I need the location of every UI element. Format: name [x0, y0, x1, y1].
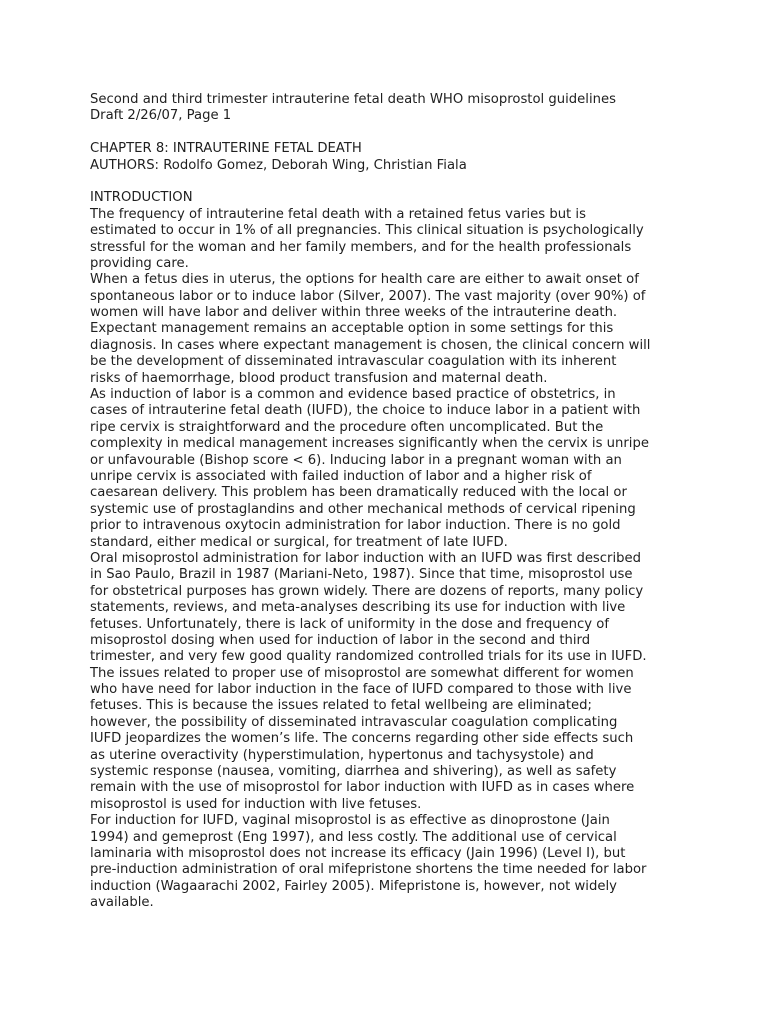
body-line: stressful for the woman and her family members, and for the health professionals: [90, 239, 632, 255]
body-line: systemic use of prostaglandins and other mechanical methods of cervical ripening: [90, 501, 636, 517]
spacer: [90, 125, 690, 141]
document-page: [90, 92, 690, 912]
body-line: risks of haemorrhage, blood product transfusion and maternal death.: [90, 370, 548, 386]
body-line: women will have labor and deliver within three weeks of the intrauterine death.: [90, 305, 618, 321]
body-line: systemic response (nausea, vomiting, diarrhea and shivering), as well as safety: [90, 764, 617, 780]
body-line: 1994) and gemeprost (Eng 1997), and less costly. The additional use of cervical: [90, 829, 617, 845]
body-line: complexity in medical management increases significantly when the cervix is unripe: [90, 436, 649, 452]
body-line: for obstetrical purposes has grown widely. There are dozens of reports, many policy: [90, 583, 644, 599]
body-line: As induction of labor is a common and evidence based practice of obstetrics, in: [90, 387, 616, 403]
body-line: in Sao Paulo, Brazil in 1987 (Mariani-Neto, 1987). Since that time, misoprostol use: [90, 567, 633, 583]
body-line: ripe cervix is straightforward and the procedure often uncomplicated. But the: [90, 419, 604, 435]
body-line: Oral misoprostol administration for labor induction with an IUFD was first described: [90, 550, 641, 566]
body-line: be the development of disseminated intravascular coagulation with its inherent: [90, 354, 617, 370]
body-line: available.: [90, 895, 154, 911]
chapter-authors: AUTHORS: Rodolfo Gomez, Deborah Wing, Christian Fiala: [90, 157, 467, 173]
body-line: estimated to occur in 1% of all pregnancies. This clinical situation is psychologically: [90, 223, 644, 239]
draft-info: Draft 2/26/07, Page 1: [90, 108, 232, 124]
document-title: Second and third trimester intrauterine fetal death WHO misoprostol guidelines: [90, 92, 616, 107]
body-line: induction (Wagaarachi 2002, Fairley 2005). Mifepristone is, however, not widely: [90, 878, 617, 894]
body-line: providing care.: [90, 255, 189, 271]
body-line: misoprostol dosing when used for induction of labor in the second and third: [90, 632, 591, 648]
section-heading: INTRODUCTION: [90, 190, 193, 206]
body-line: pre-induction administration of oral mifepristone shortens the time needed for labor: [90, 862, 647, 878]
body-line: diagnosis. In cases where expectant management is chosen, the clinical concern will: [90, 337, 651, 353]
body-line: When a fetus dies in uterus, the options for health care are either to await onset of: [90, 272, 639, 288]
body-text: [90, 207, 690, 912]
body-line: remain with the use of misoprostol for labor induction with IUFD as in cases where: [90, 780, 635, 796]
body-line: who have need for labor induction in the face of IUFD compared to those with live: [90, 682, 632, 698]
body-line: or unfavourable (Bishop score < 6). Inducing labor in a pregnant woman with an: [90, 452, 622, 468]
body-line: however, the possibility of disseminated intravascular coagulation complicating: [90, 714, 618, 730]
body-line: Expectant management remains an acceptable option in some settings for this: [90, 321, 614, 337]
body-line: For induction for IUFD, vaginal misoprostol is as effective as dinoprostone (Jain: [90, 813, 610, 829]
spacer: [90, 174, 690, 190]
body-line: laminaria with misoprostol does not increase its efficacy (Jain 1996) (Level I), but: [90, 845, 626, 861]
body-line: The issues related to proper use of misoprostol are somewhat different for women: [90, 665, 634, 681]
body-line: The frequency of intrauterine fetal death with a retained fetus varies but is: [90, 206, 586, 222]
chapter-title: CHAPTER 8: INTRAUTERINE FETAL DEATH: [90, 141, 362, 157]
body-line: prior to intravenous oxytocin administration for labor induction. There is no gold: [90, 518, 621, 534]
body-line: fetuses. Unfortunately, there is lack of uniformity in the dose and frequency of: [90, 616, 609, 632]
body-line: statements, reviews, and meta-analyses describing its use for induction with live: [90, 600, 626, 616]
body-line: unripe cervix is associated with failed induction of labor and a higher risk of: [90, 468, 592, 484]
body-line: fetuses. This is because the issues related to fetal wellbeing are eliminated;: [90, 698, 592, 714]
body-line: caesarean delivery. This problem has been dramatically reduced with the local or: [90, 485, 627, 501]
body-line: trimester, and very few good quality randomized controlled trials for its use in IUFD.: [90, 649, 647, 665]
body-line: spontaneous labor or to induce labor (Silver, 2007). The vast majority (over 90%) of: [90, 288, 646, 304]
body-line: standard, either medical or surgical, for treatment of late IUFD.: [90, 534, 508, 550]
body-line: as uterine overactivity (hyperstimulation, hypertonus and tachysystole) and: [90, 747, 594, 763]
body-line: misoprostol is used for induction with live fetuses.: [90, 796, 422, 812]
body-line: IUFD jeopardizes the women’s life. The concerns regarding other side effects such: [90, 731, 634, 747]
body-line: cases of intrauterine fetal death (IUFD), the choice to induce labor in a patient with: [90, 403, 641, 419]
